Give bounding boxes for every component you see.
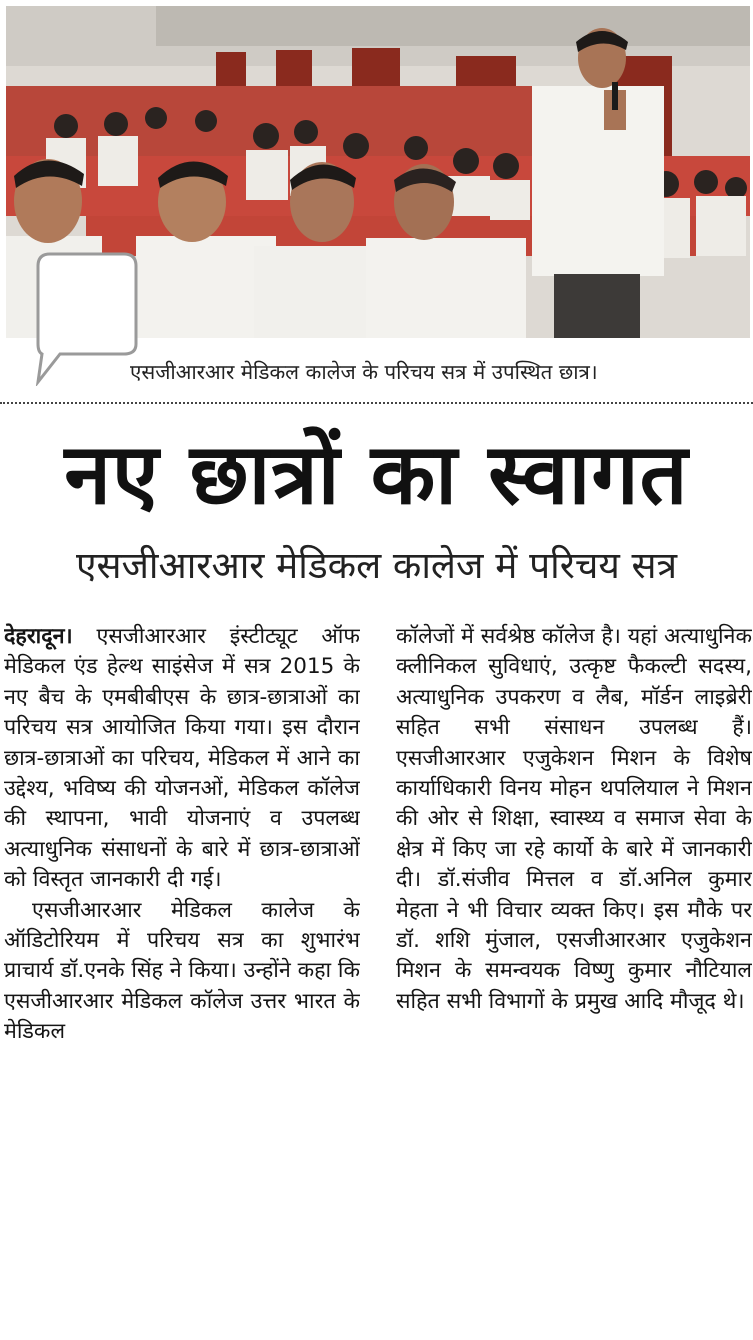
photo-caption: एसजीआरआर मेडिकल कालेज के परिचय सत्र में उपस्थित छात्र। bbox=[130, 360, 598, 384]
speech-bubble-icon bbox=[34, 250, 140, 386]
subheadline: एसजीआरआर मेडिकल कालेज में परिचय सत्र bbox=[75, 544, 677, 587]
caption-divider bbox=[0, 402, 753, 404]
article-text: एसजीआरआर इंस्टीट्यूट ऑफ मेडिकल एंड हेल्थ साइंसेज में सत्र 2015 के नए बैच के एमबीबीएस के छात्र-छात्राओं का परिचय सत्र आयोजित किया गया। इस दौरान छात्र-छात्राओं का परिचय, मेडिकल में आने का उद्देश्य, भविष्य की योजनओं, मेडिकल कॉलेज की स्थापना, भावी योजनाएं व उपलब्ध अत्याधुनिक संसाधनों के बारे में छात्र-छात्राओं को विस्तृत जानकारी दी गई। bbox=[4, 624, 360, 893]
article-paragraph: एसजीआरआर मेडिकल कालेज के ऑडिटोरियम में परिचय सत्र का शुभारंभ प्राचार्य डॉ.एनके सिंह ने किया। उन्होंने कहा कि एसजीआरआर मेडिकल कॉलेज उत्तर भारत के मेडिकल bbox=[4, 897, 360, 1045]
dateline: देहरादून। bbox=[4, 624, 73, 649]
article-column-left bbox=[4, 622, 360, 1334]
article-paragraph bbox=[4, 622, 360, 896]
headline: नए छात्रों का स्वागत bbox=[64, 425, 689, 523]
article-paragraph: कॉलेजों में सर्वश्रेष्ठ कॉलेज है। यहां अत्याधुनिक क्लीनिकल सुविधाएं, उत्कृष्ट फैकल्टी सदस्य, अत्याधुनिक उपकरण व लैब, मॉर्डन लाइब्रेरी सहित सभी संसाधन उपलब्ध हैं। एसजीआरआर एजुकेशन मिशन के विशेष कार्याधिकारी विनय मोहन थपलियाल ने मिशन की ओर से शिक्षा, स्वास्थ्य व समाज सेवा के क्षेत्र में किए जा रहे कार्यो के बारे में जानकारी दी। डॉ.संजीव मित्तल व डॉ.अनिल कुमार मेहता ने भी विचार व्यक्त किए। इस मौके पर डॉ. शशि मुंजाल, एसजीआरआर एजुकेशन मिशन के समन्वयक विष्णु कुमार नौटियाल सहित सभी विभागों के प्रमुख आदि मौजूद थे। bbox=[396, 624, 752, 1014]
article-column-right bbox=[396, 622, 752, 1334]
